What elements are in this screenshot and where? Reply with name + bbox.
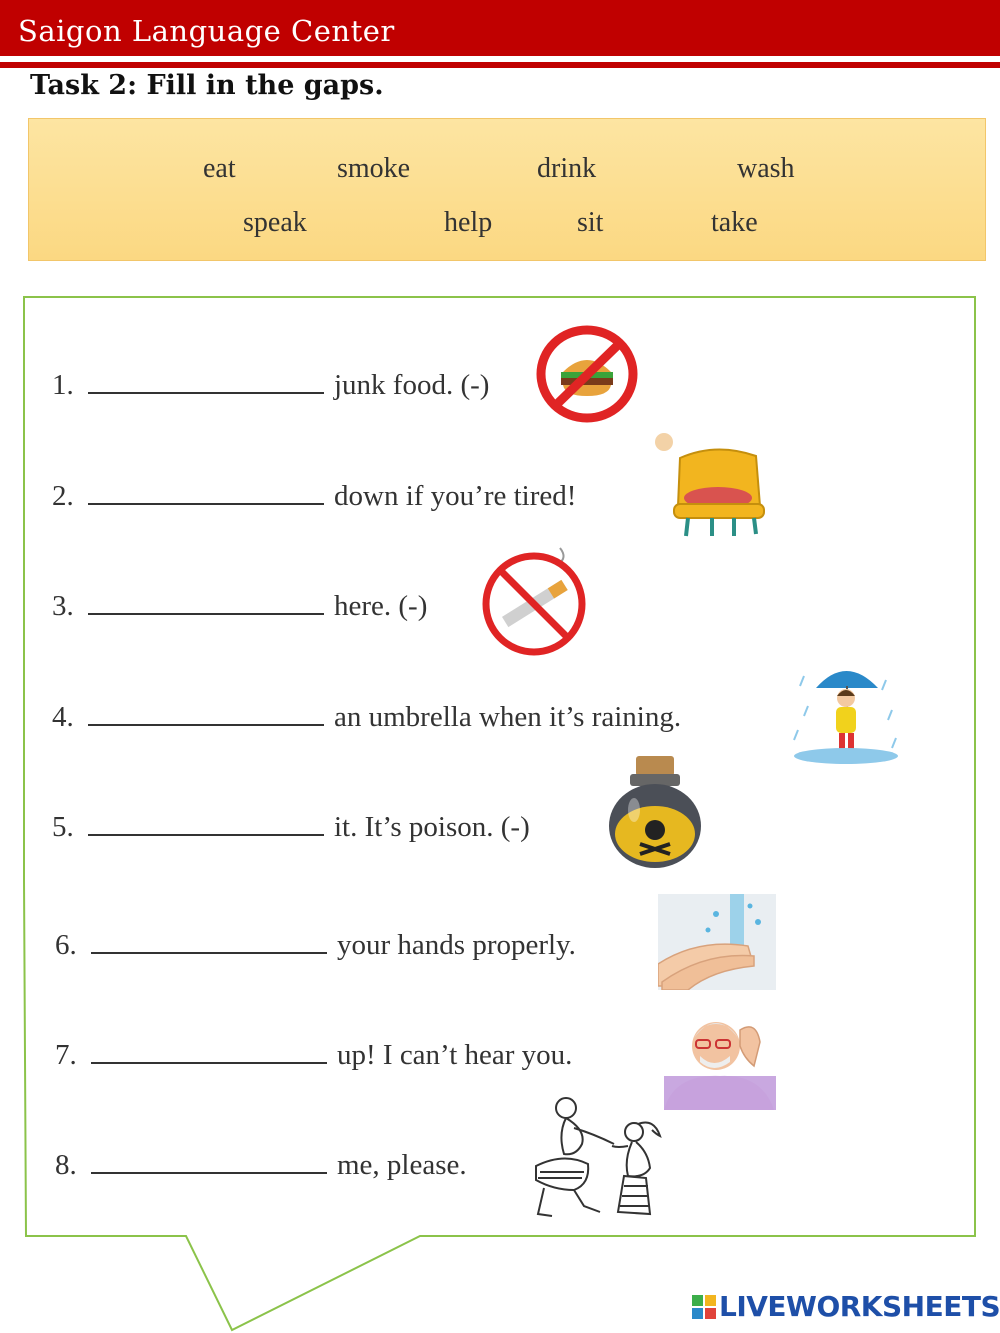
exercise-item bbox=[52, 587, 427, 623]
task-title: Task 2: Fill in the gaps. bbox=[30, 70, 384, 101]
exercise-item bbox=[52, 366, 489, 402]
word-bank-item: wash bbox=[737, 153, 795, 184]
exercise-item bbox=[52, 808, 530, 844]
answer-gap[interactable] bbox=[88, 808, 324, 836]
child-umbrella-icon bbox=[786, 656, 906, 776]
word-bank-item: speak bbox=[243, 207, 307, 238]
exercise-item bbox=[52, 698, 681, 734]
word-bank-item: smoke bbox=[337, 153, 411, 184]
item-text: it. It’s poison. (-) bbox=[334, 811, 530, 843]
answer-gap[interactable] bbox=[88, 477, 324, 505]
item-number: 8. bbox=[55, 1149, 77, 1181]
answer-gap[interactable] bbox=[88, 698, 324, 726]
item-number: 3. bbox=[52, 590, 74, 622]
header-title: Saigon Language Center bbox=[18, 14, 395, 48]
exercise-item bbox=[55, 1036, 572, 1072]
exercise-item bbox=[52, 477, 576, 513]
word-bank-item: sit bbox=[577, 207, 604, 238]
item-text: up! I can’t hear you. bbox=[337, 1039, 573, 1071]
washing-hands-icon bbox=[658, 894, 776, 990]
item-number: 1. bbox=[52, 369, 74, 401]
logo-text: LIVEWORKSHEETS bbox=[719, 1290, 1000, 1323]
exercise-item bbox=[55, 926, 576, 962]
logo-blocks-icon bbox=[692, 1295, 716, 1319]
word-bank-item: drink bbox=[537, 153, 597, 184]
helping-hand-icon bbox=[524, 1094, 684, 1222]
item-number: 2. bbox=[52, 480, 74, 512]
item-number: 6. bbox=[55, 929, 77, 961]
item-text: me, please. bbox=[337, 1149, 467, 1181]
exercise-item bbox=[55, 1146, 467, 1182]
item-text: an umbrella when it’s raining. bbox=[334, 701, 682, 733]
item-text: your hands properly. bbox=[337, 929, 576, 961]
item-text: junk food. (-) bbox=[334, 369, 490, 401]
item-text: here. (-) bbox=[334, 590, 428, 622]
item-number: 4. bbox=[52, 701, 74, 733]
item-number: 5. bbox=[52, 811, 74, 843]
no-burger-icon bbox=[533, 322, 641, 426]
answer-gap[interactable] bbox=[88, 587, 324, 615]
word-bank-item: help bbox=[444, 207, 493, 238]
word-bank-item: eat bbox=[203, 153, 236, 184]
answer-gap[interactable] bbox=[91, 1036, 327, 1064]
poison-jar-icon bbox=[604, 752, 706, 872]
liveworksheets-logo bbox=[692, 1290, 1000, 1323]
no-smoking-icon bbox=[476, 540, 592, 658]
answer-gap[interactable] bbox=[88, 366, 324, 394]
answer-gap[interactable] bbox=[91, 926, 327, 954]
item-number: 7. bbox=[55, 1039, 77, 1071]
answer-gap[interactable] bbox=[91, 1146, 327, 1174]
item-text: down if you’re tired! bbox=[334, 480, 577, 512]
word-bank-item: take bbox=[711, 207, 758, 238]
armchair-icon bbox=[650, 428, 770, 540]
